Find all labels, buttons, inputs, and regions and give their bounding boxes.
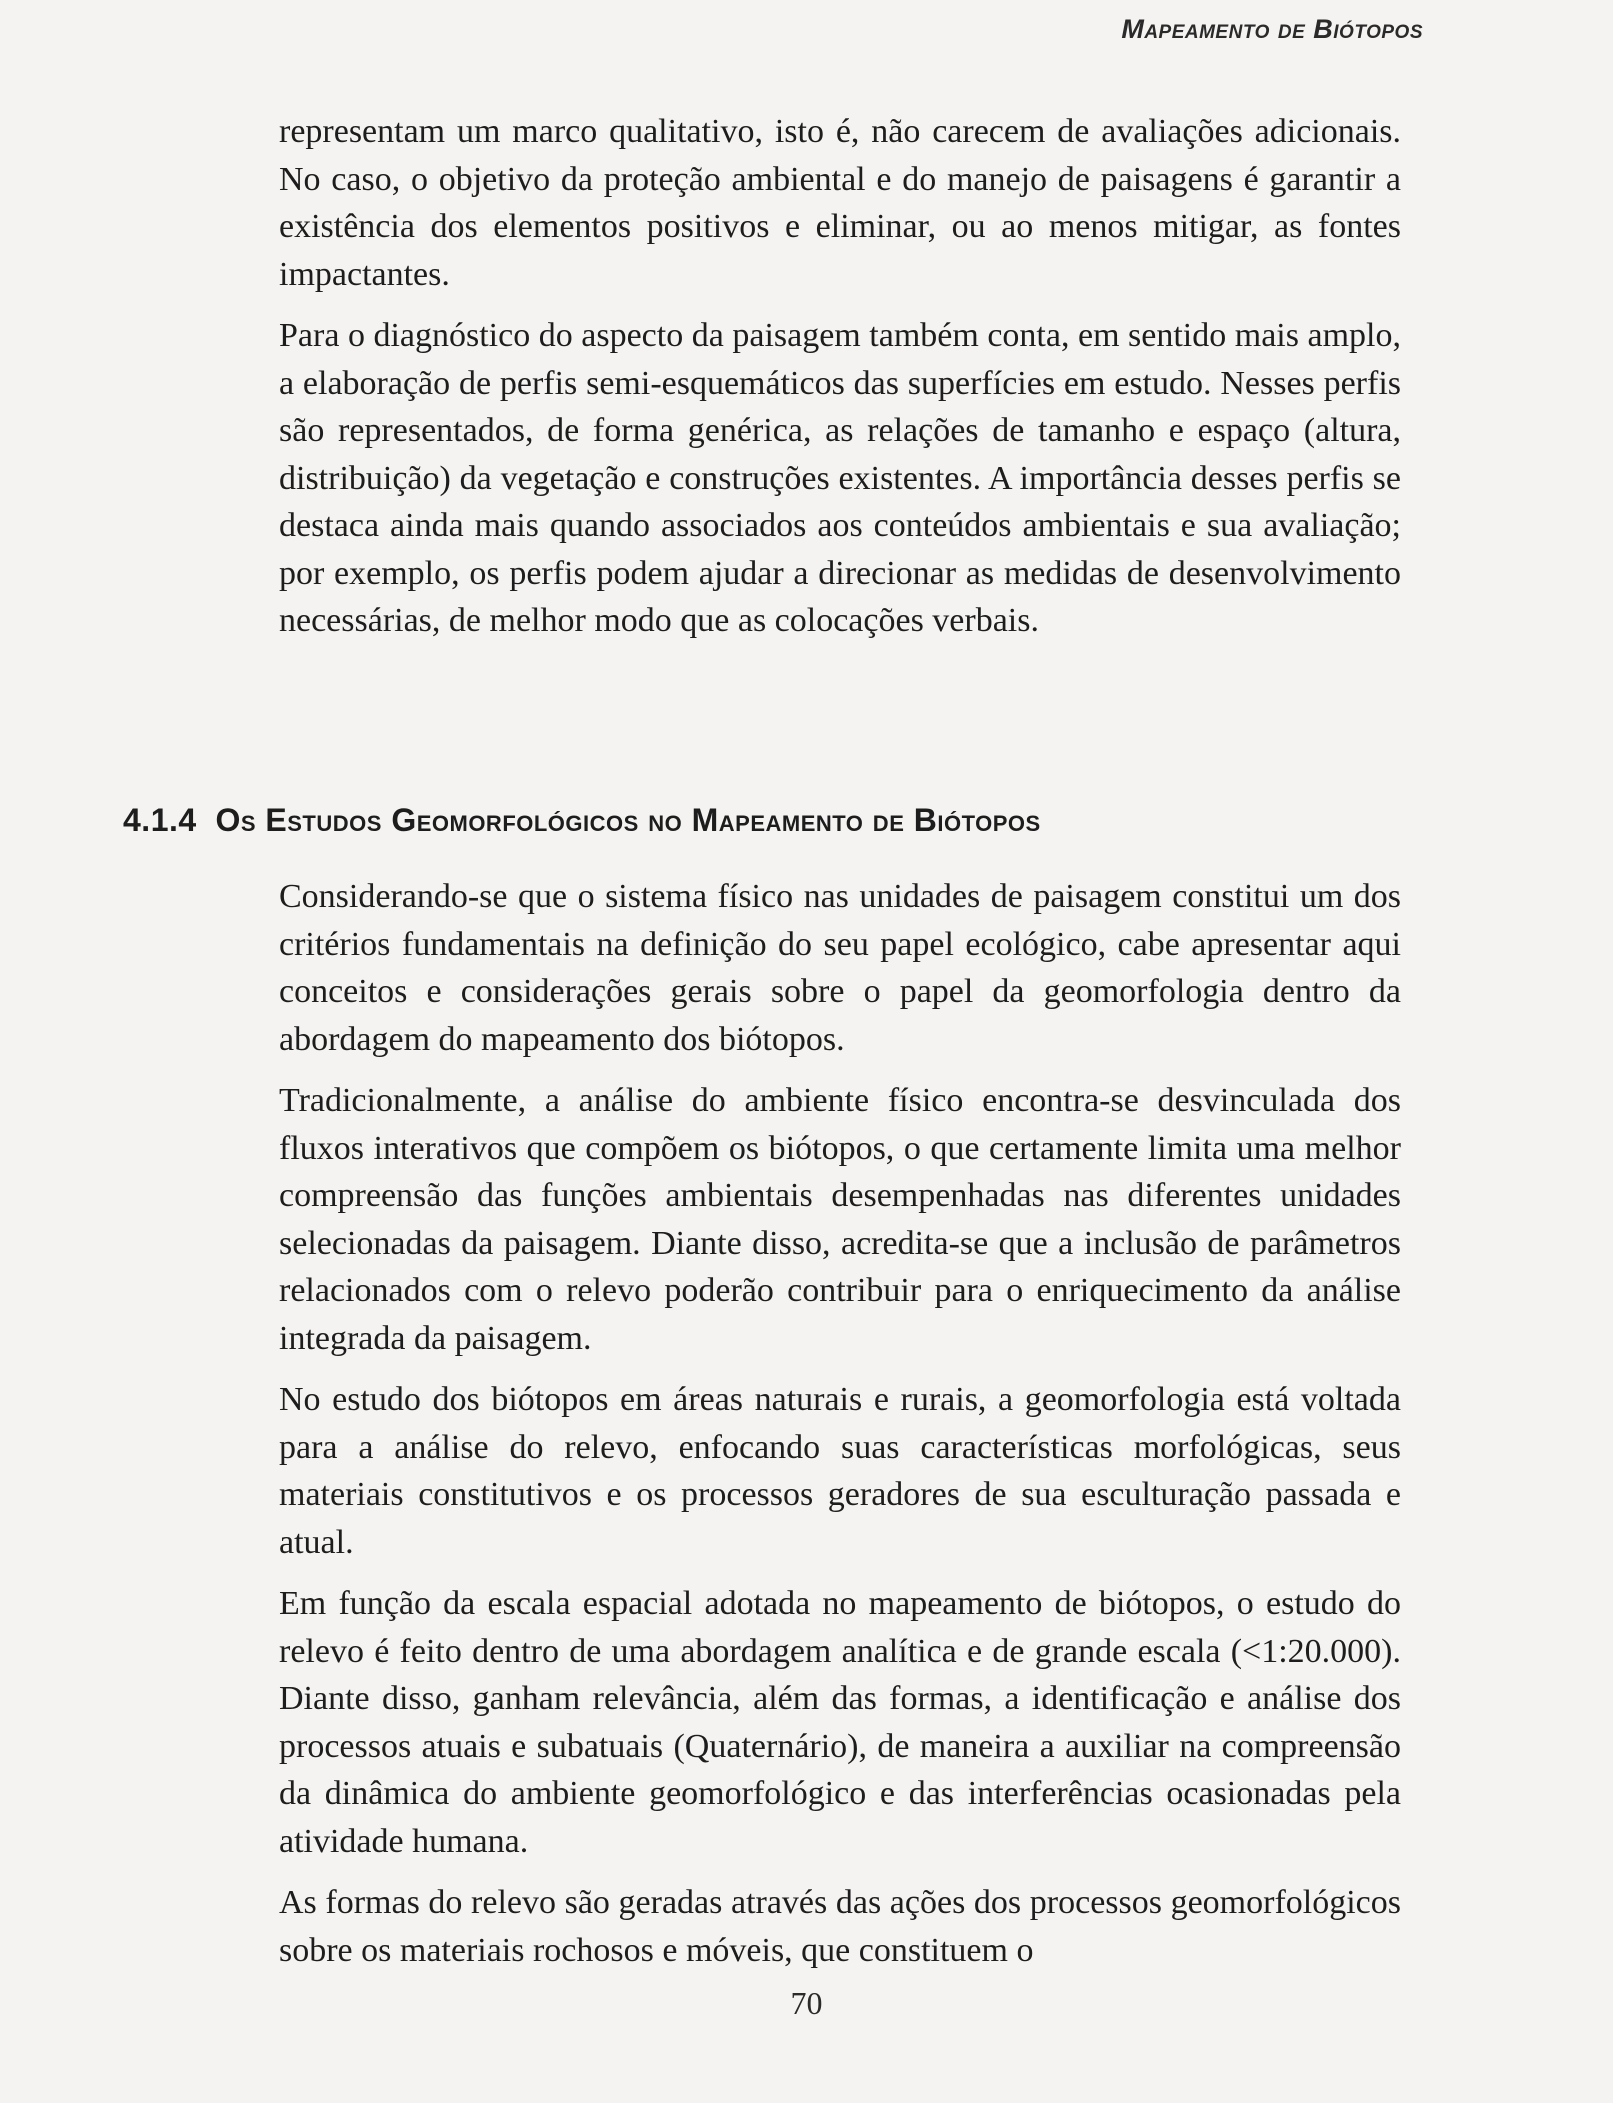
section-title: Os Estudos Geomorfológicos no Mapeamento de Biótopos — [215, 802, 1041, 838]
paragraph: representam um marco qualitativo, isto é, não carecem de avaliações adicionais. No caso, o objetivo da proteção ambiental e do manejo de paisagens é garantir a existência dos elementos positivos e eliminar, ou ao menos mitigar, as fontes impactantes. — [279, 113, 1401, 293]
paragraph: Considerando-se que o sistema físico nas unidades de paisagem constitui um dos critérios fundamentais na definição do seu papel ecológico, cabe apresentar aqui conceitos e considerações gerais sobre o papel da geomorfologia dentro da abordagem do mapeamento dos biótopos. — [279, 878, 1401, 1058]
section-heading — [123, 802, 1041, 839]
paragraph: No estudo dos biótopos em áreas naturais e rurais, a geomorfologia está voltada para a análise do relevo, enfocando suas características morfológicas, seus materiais constitutivos e os processos geradores de sua esculturação passada e atual. — [279, 1381, 1401, 1561]
section-text-block — [279, 873, 1401, 1988]
paragraph: Tradicionalmente, a análise do ambiente físico encontra-se desvinculada dos fluxos interativos que compõem os biótopos, o que certamente limita uma melhor compreensão das funções ambientais desempenhadas nas diferentes unidades selecionadas da paisagem. Diante disso, acredita-se que a inclusão de parâmetros relacionados com o relevo poderão contribuir para o enriquecimento da análise integrada da paisagem. — [279, 1082, 1401, 1357]
running-header: Mapeamento de Biótopos — [1121, 14, 1423, 44]
top-text-block — [279, 108, 1401, 659]
page-number: 70 — [790, 1985, 823, 2021]
section-number: 4.1.4 — [123, 802, 197, 838]
paragraph: Para o diagnóstico do aspecto da paisagem também conta, em sentido mais amplo, a elaboração de perfis semi-esquemáticos das superfícies em estudo. Nesses perfis são representados, de forma genérica, as relações de tamanho e espaço (altura, distribuição) da vegetação e construções existentes. A importância desses perfis se destaca ainda mais quando associados aos conteúdos ambientais e sua avaliação; por exemplo, os perfis podem ajudar a direcionar as medidas de desenvolvimento necessárias, de melhor modo que as colocações verbais. — [279, 317, 1401, 639]
paragraph: As formas do relevo são geradas através das ações dos processos geomorfológicos sobre os materiais rochosos e móveis, que constituem o — [279, 1884, 1401, 1969]
paragraph: Em função da escala espacial adotada no mapeamento de biótopos, o estudo do relevo é feito dentro de uma abordagem analítica e de grande escala (<1:20.000). Diante disso, ganham relevância, além das formas, a identificação e análise dos processos atuais e subatuais (Quaternário), de maneira a auxiliar na compreensão da dinâmica do ambiente geomorfológico e das interferências ocasionadas pela atividade humana. — [279, 1585, 1401, 1860]
